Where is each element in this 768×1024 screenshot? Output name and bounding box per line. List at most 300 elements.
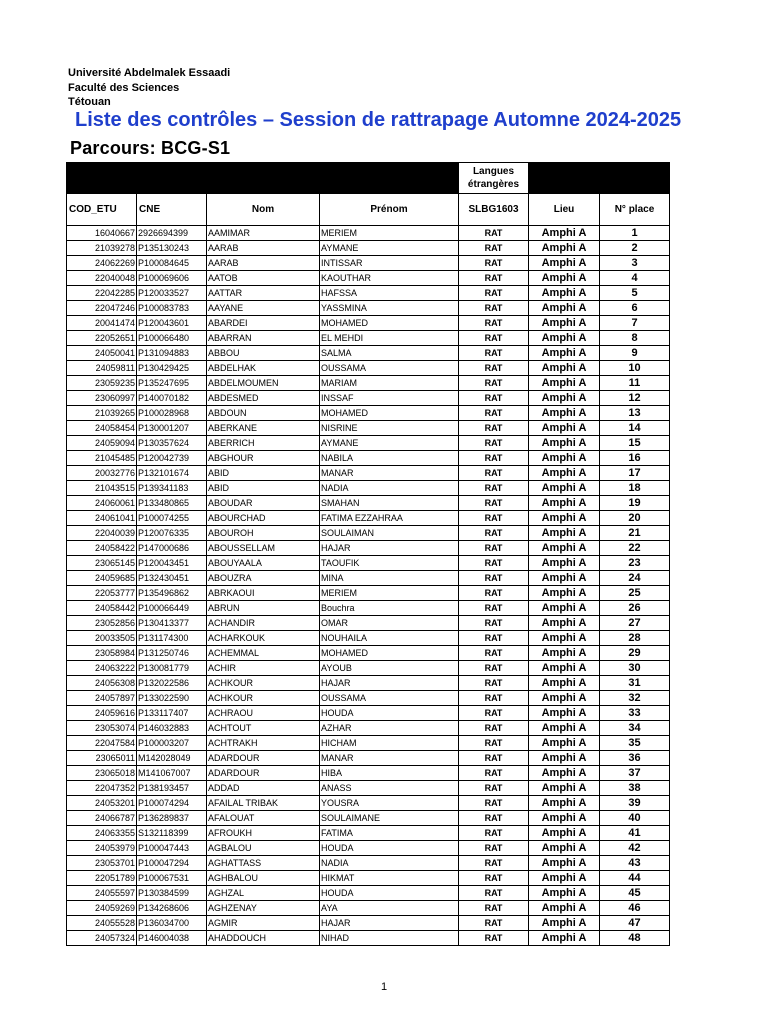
cell-nom: ABOUYAALA xyxy=(207,556,320,571)
cell-cne: P133117407 xyxy=(137,706,207,721)
table-row xyxy=(67,391,670,406)
cell-cne: P131250746 xyxy=(137,646,207,661)
cell-cne: M141067007 xyxy=(137,766,207,781)
parcours-heading: Parcours: BCG-S1 xyxy=(70,138,231,158)
cell-cod-etu: 21039265 xyxy=(67,406,137,421)
cell-nom: ABOUROH xyxy=(207,526,320,541)
cell-cne: P120043601 xyxy=(137,316,207,331)
cell-place: 14 xyxy=(600,421,670,436)
cell-nom: AATOB xyxy=(207,271,320,286)
cell-cod-etu: 23053074 xyxy=(67,721,137,736)
table-row xyxy=(67,481,670,496)
cell-cne: P132430451 xyxy=(137,571,207,586)
cell-cod-etu: 24060061 xyxy=(67,496,137,511)
cell-cod-etu: 24053201 xyxy=(67,796,137,811)
cell-slbg1603: RAT xyxy=(459,826,529,841)
cell-place: 23 xyxy=(600,556,670,571)
cell-prenom: KAOUTHAR xyxy=(320,271,459,286)
cell-nom: ADARDOUR xyxy=(207,766,320,781)
cell-cod-etu: 23060997 xyxy=(67,391,137,406)
cell-cod-etu: 22047352 xyxy=(67,781,137,796)
cell-slbg1603: RAT xyxy=(459,886,529,901)
cell-cod-etu: 24059616 xyxy=(67,706,137,721)
cell-slbg1603: RAT xyxy=(459,556,529,571)
cell-slbg1603: RAT xyxy=(459,661,529,676)
table-row xyxy=(67,541,670,556)
table-row xyxy=(67,826,670,841)
cell-prenom: HOUDA xyxy=(320,706,459,721)
table-row xyxy=(67,811,670,826)
cell-lieu: Amphi A xyxy=(529,406,600,421)
cell-nom: ACHANDIR xyxy=(207,616,320,631)
table-row xyxy=(67,406,670,421)
cell-nom: AFAILAL TRIBAK xyxy=(207,796,320,811)
cell-slbg1603: RAT xyxy=(459,361,529,376)
table-row xyxy=(67,331,670,346)
cell-nom: ABOURCHAD xyxy=(207,511,320,526)
cell-lieu: Amphi A xyxy=(529,526,600,541)
cell-cod-etu: 24066787 xyxy=(67,811,137,826)
cell-prenom: HIKMAT xyxy=(320,871,459,886)
cell-cod-etu: 24062269 xyxy=(67,256,137,271)
cell-slbg1603: RAT xyxy=(459,226,529,241)
cell-cod-etu: 24059094 xyxy=(67,436,137,451)
cell-slbg1603: RAT xyxy=(459,436,529,451)
cell-prenom: HOUDA xyxy=(320,841,459,856)
cell-lieu: Amphi A xyxy=(529,256,600,271)
cell-cne: P140070182 xyxy=(137,391,207,406)
cell-prenom: SMAHAN xyxy=(320,496,459,511)
cell-lieu: Amphi A xyxy=(529,331,600,346)
table-row xyxy=(67,886,670,901)
cell-cne: P100003207 xyxy=(137,736,207,751)
cell-place: 16 xyxy=(600,451,670,466)
table-row xyxy=(67,901,670,916)
table-row xyxy=(67,511,670,526)
cell-slbg1603: RAT xyxy=(459,481,529,496)
cell-place: 35 xyxy=(600,736,670,751)
cell-cne: P100028968 xyxy=(137,406,207,421)
cell-place: 48 xyxy=(600,931,670,946)
table-row xyxy=(67,841,670,856)
cell-lieu: Amphi A xyxy=(529,541,600,556)
cell-cne: P139341183 xyxy=(137,481,207,496)
cell-cne: P130357624 xyxy=(137,436,207,451)
cell-place: 22 xyxy=(600,541,670,556)
cell-nom: ACHTOUT xyxy=(207,721,320,736)
cell-cod-etu: 23065145 xyxy=(67,556,137,571)
cell-nom: ADARDOUR xyxy=(207,751,320,766)
table-row xyxy=(67,526,670,541)
table-row xyxy=(67,466,670,481)
cell-lieu: Amphi A xyxy=(529,811,600,826)
cell-lieu: Amphi A xyxy=(529,361,600,376)
cell-lieu: Amphi A xyxy=(529,376,600,391)
cell-slbg1603: RAT xyxy=(459,451,529,466)
cell-prenom: MOHAMED xyxy=(320,406,459,421)
cell-lieu: Amphi A xyxy=(529,856,600,871)
cell-cod-etu: 24057324 xyxy=(67,931,137,946)
cell-cod-etu: 23059235 xyxy=(67,376,137,391)
cell-cod-etu: 24050041 xyxy=(67,346,137,361)
cell-nom: ABOUZRA xyxy=(207,571,320,586)
cell-cod-etu: 24063355 xyxy=(67,826,137,841)
cell-prenom: HAFSSA xyxy=(320,286,459,301)
cell-nom: ADDAD xyxy=(207,781,320,796)
table-row xyxy=(67,736,670,751)
cell-lieu: Amphi A xyxy=(529,451,600,466)
cell-cod-etu: 23065011 xyxy=(67,751,137,766)
header-band-fill xyxy=(67,163,459,194)
cell-cne: P136034700 xyxy=(137,916,207,931)
cell-cne: P100047294 xyxy=(137,856,207,871)
cell-nom: AFROUKH xyxy=(207,826,320,841)
table-row xyxy=(67,931,670,946)
cell-prenom: INTISSAR xyxy=(320,256,459,271)
cell-prenom: HAJAR xyxy=(320,676,459,691)
cell-cne: P135130243 xyxy=(137,241,207,256)
cell-cod-etu: 23065018 xyxy=(67,766,137,781)
cell-cne: P134268606 xyxy=(137,901,207,916)
cell-nom: AGMIR xyxy=(207,916,320,931)
cell-cod-etu: 22052651 xyxy=(67,331,137,346)
cell-lieu: Amphi A xyxy=(529,511,600,526)
cell-place: 1 xyxy=(600,226,670,241)
cell-cod-etu: 24059811 xyxy=(67,361,137,376)
cell-nom: ABARRAN xyxy=(207,331,320,346)
table-row xyxy=(67,871,670,886)
col-header-cne: CNE xyxy=(137,194,207,226)
cell-cne: P135496862 xyxy=(137,586,207,601)
table-row xyxy=(67,376,670,391)
cell-place: 7 xyxy=(600,316,670,331)
cell-prenom: Bouchra xyxy=(320,601,459,616)
cell-slbg1603: RAT xyxy=(459,601,529,616)
cell-nom: ABERRICH xyxy=(207,436,320,451)
cell-slbg1603: RAT xyxy=(459,286,529,301)
cell-nom: AGBALOU xyxy=(207,841,320,856)
cell-prenom: EL MEHDI xyxy=(320,331,459,346)
cell-nom: AARAB xyxy=(207,241,320,256)
cell-place: 12 xyxy=(600,391,670,406)
cell-prenom: HICHAM xyxy=(320,736,459,751)
cell-prenom: OUSSAMA xyxy=(320,691,459,706)
table-row xyxy=(67,796,670,811)
cell-lieu: Amphi A xyxy=(529,646,600,661)
header-band-fill-right xyxy=(529,163,670,194)
cell-place: 42 xyxy=(600,841,670,856)
table-row xyxy=(67,916,670,931)
cell-lieu: Amphi A xyxy=(529,901,600,916)
table-row xyxy=(67,361,670,376)
cell-nom: ACHTRAKH xyxy=(207,736,320,751)
cell-cod-etu: 20033505 xyxy=(67,631,137,646)
header-band xyxy=(67,163,670,194)
table-row xyxy=(67,586,670,601)
cell-cod-etu: 22053777 xyxy=(67,586,137,601)
cell-prenom: MOHAMED xyxy=(320,316,459,331)
cell-place: 2 xyxy=(600,241,670,256)
cell-prenom: INSSAF xyxy=(320,391,459,406)
cell-lieu: Amphi A xyxy=(529,436,600,451)
table-row xyxy=(67,646,670,661)
table-row xyxy=(67,436,670,451)
cell-cod-etu: 24061041 xyxy=(67,511,137,526)
cell-prenom: SOULAIMAN xyxy=(320,526,459,541)
cell-cne: P100047443 xyxy=(137,841,207,856)
cell-lieu: Amphi A xyxy=(529,586,600,601)
cell-nom: ABBOU xyxy=(207,346,320,361)
cell-prenom: SOULAIMANE xyxy=(320,811,459,826)
cell-nom: ABDELMOUMEN xyxy=(207,376,320,391)
cell-cod-etu: 20032776 xyxy=(67,466,137,481)
cell-place: 46 xyxy=(600,901,670,916)
cell-nom: ACHKOUR xyxy=(207,691,320,706)
table-row xyxy=(67,676,670,691)
cell-slbg1603: RAT xyxy=(459,856,529,871)
cell-slbg1603: RAT xyxy=(459,331,529,346)
cell-lieu: Amphi A xyxy=(529,391,600,406)
cell-prenom: HAJAR xyxy=(320,541,459,556)
cell-cne: P100074294 xyxy=(137,796,207,811)
cell-place: 9 xyxy=(600,346,670,361)
cell-cod-etu: 21043515 xyxy=(67,481,137,496)
cell-lieu: Amphi A xyxy=(529,676,600,691)
cell-cne: P135247695 xyxy=(137,376,207,391)
cell-prenom: NISRINE xyxy=(320,421,459,436)
cell-place: 25 xyxy=(600,586,670,601)
cell-place: 32 xyxy=(600,691,670,706)
cell-cne: P136289837 xyxy=(137,811,207,826)
cell-lieu: Amphi A xyxy=(529,721,600,736)
cell-nom: ABOUDAR xyxy=(207,496,320,511)
cell-cne: P120033527 xyxy=(137,286,207,301)
cell-prenom: FATIMA EZZAHRAA xyxy=(320,511,459,526)
cell-place: 6 xyxy=(600,301,670,316)
cell-place: 26 xyxy=(600,601,670,616)
cell-cod-etu: 24063222 xyxy=(67,661,137,676)
cell-slbg1603: RAT xyxy=(459,676,529,691)
table-row xyxy=(67,661,670,676)
cell-slbg1603: RAT xyxy=(459,301,529,316)
cell-cne: P146032883 xyxy=(137,721,207,736)
cell-slbg1603: RAT xyxy=(459,511,529,526)
cell-cne: P133022590 xyxy=(137,691,207,706)
table-row xyxy=(67,451,670,466)
cell-prenom: MANAR xyxy=(320,466,459,481)
table-row xyxy=(67,601,670,616)
cell-prenom: FATIMA xyxy=(320,826,459,841)
cell-lieu: Amphi A xyxy=(529,796,600,811)
cell-slbg1603: RAT xyxy=(459,571,529,586)
cell-slbg1603: RAT xyxy=(459,271,529,286)
cell-place: 8 xyxy=(600,331,670,346)
cell-lieu: Amphi A xyxy=(529,466,600,481)
column-header-row xyxy=(67,194,670,226)
cell-prenom: AYA xyxy=(320,901,459,916)
cell-cod-etu: 24058442 xyxy=(67,601,137,616)
cell-cod-etu: 22051789 xyxy=(67,871,137,886)
table-row xyxy=(67,751,670,766)
table-row xyxy=(67,346,670,361)
cell-lieu: Amphi A xyxy=(529,241,600,256)
cell-nom: ACHEMMAL xyxy=(207,646,320,661)
table-row xyxy=(67,691,670,706)
cell-cod-etu: 22040039 xyxy=(67,526,137,541)
cell-slbg1603: RAT xyxy=(459,466,529,481)
cell-nom: ABDESMED xyxy=(207,391,320,406)
cell-slbg1603: RAT xyxy=(459,811,529,826)
table-row xyxy=(67,241,670,256)
cell-prenom: AYMANE xyxy=(320,436,459,451)
cell-nom: ACHKOUR xyxy=(207,676,320,691)
cell-slbg1603: RAT xyxy=(459,796,529,811)
cell-cne: S132118399 xyxy=(137,826,207,841)
cell-cne: 2926694399 xyxy=(137,226,207,241)
table-row xyxy=(67,631,670,646)
cell-nom: AHADDOUCH xyxy=(207,931,320,946)
cell-nom: AGHZAL xyxy=(207,886,320,901)
cell-place: 29 xyxy=(600,646,670,661)
col-header-nom: Nom xyxy=(207,194,320,226)
cell-place: 31 xyxy=(600,676,670,691)
cell-slbg1603: RAT xyxy=(459,751,529,766)
cell-cod-etu: 22040048 xyxy=(67,271,137,286)
col-header-lieu: Lieu xyxy=(529,194,600,226)
cell-place: 18 xyxy=(600,481,670,496)
col-header-slbg1603: SLBG1603 xyxy=(459,194,529,226)
faculty-name: Faculté des Sciences xyxy=(68,82,180,94)
cell-slbg1603: RAT xyxy=(459,316,529,331)
cell-slbg1603: RAT xyxy=(459,241,529,256)
cell-lieu: Amphi A xyxy=(529,286,600,301)
cell-nom: ABARDEI xyxy=(207,316,320,331)
cell-lieu: Amphi A xyxy=(529,481,600,496)
cell-lieu: Amphi A xyxy=(529,691,600,706)
col-header-place: N° place xyxy=(600,194,670,226)
cell-lieu: Amphi A xyxy=(529,616,600,631)
cell-cne: P132101674 xyxy=(137,466,207,481)
cell-lieu: Amphi A xyxy=(529,871,600,886)
cell-lieu: Amphi A xyxy=(529,496,600,511)
cell-cod-etu: 24058454 xyxy=(67,421,137,436)
cell-cne: M142028049 xyxy=(137,751,207,766)
cell-lieu: Amphi A xyxy=(529,556,600,571)
cell-cne: P100067531 xyxy=(137,871,207,886)
cell-prenom: HAJAR xyxy=(320,916,459,931)
cell-cne: P130001207 xyxy=(137,421,207,436)
table-row xyxy=(67,226,670,241)
cell-place: 15 xyxy=(600,436,670,451)
cell-cod-etu: 24055528 xyxy=(67,916,137,931)
cell-prenom: OUSSAMA xyxy=(320,361,459,376)
cell-nom: AGHZENAY xyxy=(207,901,320,916)
table-row xyxy=(67,706,670,721)
cell-lieu: Amphi A xyxy=(529,766,600,781)
cell-nom: AARAB xyxy=(207,256,320,271)
cell-lieu: Amphi A xyxy=(529,271,600,286)
cell-lieu: Amphi A xyxy=(529,781,600,796)
cell-slbg1603: RAT xyxy=(459,931,529,946)
cell-slbg1603: RAT xyxy=(459,916,529,931)
cell-cod-etu: 16040667 xyxy=(67,226,137,241)
table-body xyxy=(67,226,670,946)
cell-cne: P132022586 xyxy=(137,676,207,691)
cell-cod-etu: 24056308 xyxy=(67,676,137,691)
cell-cne: P100074255 xyxy=(137,511,207,526)
cell-place: 45 xyxy=(600,886,670,901)
table-row xyxy=(67,271,670,286)
table-row xyxy=(67,616,670,631)
cell-lieu: Amphi A xyxy=(529,601,600,616)
cell-place: 43 xyxy=(600,856,670,871)
cell-place: 4 xyxy=(600,271,670,286)
cell-nom: AGHATTASS xyxy=(207,856,320,871)
cell-place: 20 xyxy=(600,511,670,526)
cell-prenom: NIHAD xyxy=(320,931,459,946)
cell-slbg1603: RAT xyxy=(459,346,529,361)
cell-prenom: MOHAMED xyxy=(320,646,459,661)
cell-lieu: Amphi A xyxy=(529,706,600,721)
cell-lieu: Amphi A xyxy=(529,346,600,361)
cell-lieu: Amphi A xyxy=(529,841,600,856)
cell-slbg1603: RAT xyxy=(459,421,529,436)
cell-slbg1603: RAT xyxy=(459,736,529,751)
cell-cne: P146004038 xyxy=(137,931,207,946)
cell-slbg1603: RAT xyxy=(459,541,529,556)
cell-slbg1603: RAT xyxy=(459,646,529,661)
table-row xyxy=(67,421,670,436)
cell-place: 37 xyxy=(600,766,670,781)
table-row xyxy=(67,766,670,781)
city-name: Tétouan xyxy=(68,96,111,108)
cell-nom: ABID xyxy=(207,466,320,481)
cell-place: 21 xyxy=(600,526,670,541)
cell-cod-etu: 24053979 xyxy=(67,841,137,856)
cell-prenom: NADIA xyxy=(320,856,459,871)
cell-lieu: Amphi A xyxy=(529,226,600,241)
cell-lieu: Amphi A xyxy=(529,751,600,766)
cell-nom: ABDOUN xyxy=(207,406,320,421)
cell-place: 17 xyxy=(600,466,670,481)
cell-lieu: Amphi A xyxy=(529,631,600,646)
cell-slbg1603: RAT xyxy=(459,256,529,271)
table-row xyxy=(67,721,670,736)
cell-cod-etu: 24059269 xyxy=(67,901,137,916)
table-row xyxy=(67,301,670,316)
cell-nom: AGHBALOU xyxy=(207,871,320,886)
cell-nom: AAYANE xyxy=(207,301,320,316)
cell-nom: ABGHOUR xyxy=(207,451,320,466)
cell-slbg1603: RAT xyxy=(459,781,529,796)
cell-prenom: SALMA xyxy=(320,346,459,361)
cell-prenom: AYOUB xyxy=(320,661,459,676)
cell-place: 19 xyxy=(600,496,670,511)
cell-prenom: MANAR xyxy=(320,751,459,766)
cell-lieu: Amphi A xyxy=(529,736,600,751)
cell-prenom: OMAR xyxy=(320,616,459,631)
cell-lieu: Amphi A xyxy=(529,661,600,676)
cell-cne: P130413377 xyxy=(137,616,207,631)
cell-slbg1603: RAT xyxy=(459,586,529,601)
cell-cne: P120042739 xyxy=(137,451,207,466)
cell-cod-etu: 21045485 xyxy=(67,451,137,466)
cell-slbg1603: RAT xyxy=(459,901,529,916)
cell-slbg1603: RAT xyxy=(459,721,529,736)
cell-cne: P131174300 xyxy=(137,631,207,646)
cell-lieu: Amphi A xyxy=(529,571,600,586)
cell-nom: ABDELHAK xyxy=(207,361,320,376)
